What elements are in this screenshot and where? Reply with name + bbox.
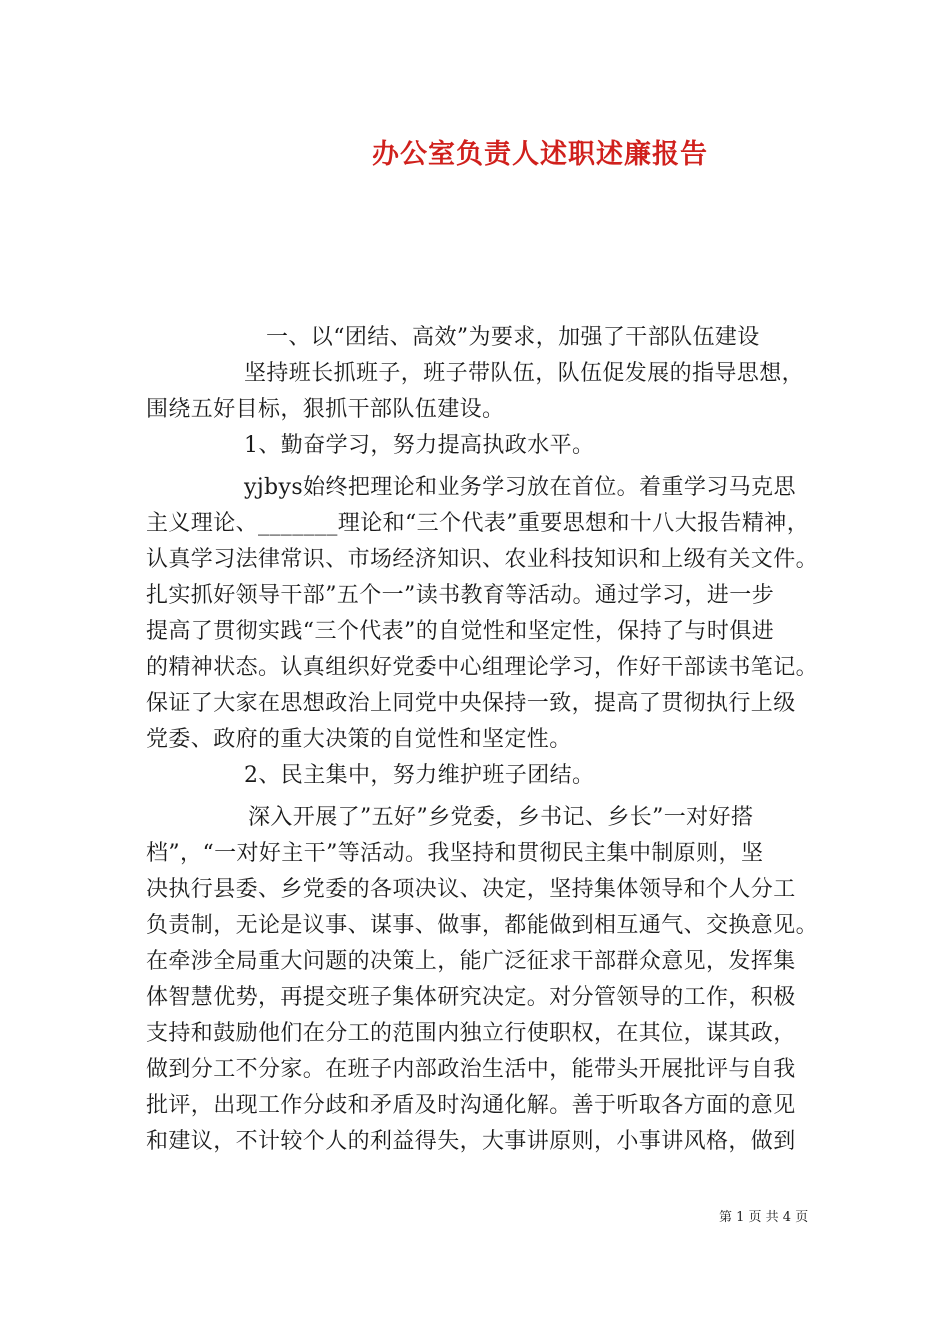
- paragraph-line: yjbys始终把理论和业务学习放在首位。着重学习马克思: [244, 475, 796, 500]
- paragraph-line: 体智慧优势，再提交班子集体研究决定。对分管领导的工作，积极: [146, 985, 796, 1010]
- paragraph-line: 保证了大家在思想政治上同党中央保持一致，提高了贯彻执行上级: [146, 691, 796, 716]
- paragraph-line: 支持和鼓励他们在分工的范围内独立行使职权，在其位，谋其政，: [146, 1021, 796, 1046]
- paragraph-line: 深入开展了”五好”乡党委，乡书记、乡长”一对好搭: [248, 805, 754, 830]
- paragraph-line: 主义理论、_______理论和“三个代表”重要思想和十八大报告精神，: [146, 511, 810, 536]
- page-footer: 第 1 页 共 4 页: [719, 1210, 809, 1225]
- paragraph-line: 在牵涉全局重大问题的决策上，能广泛征求干部群众意见，发挥集: [146, 949, 796, 974]
- paragraph-line: 批评，出现工作分歧和矛盾及时沟通化解。善于听取各方面的意见: [146, 1093, 796, 1118]
- paragraph-line: 的精神状态。认真组织好党委中心组理论学习，作好干部读书笔记。: [146, 655, 819, 680]
- document-title: 办公室负责人述职述廉报告: [372, 139, 708, 170]
- paragraph-line: 认真学习法律常识、市场经济知识、农业科技知识和上级有关文件。: [146, 547, 819, 572]
- section-heading-1: 一、以“团结、高效”为要求，加强了干部队伍建设: [266, 325, 760, 350]
- paragraph-line: 和建议，不计较个人的利益得失，大事讲原则，小事讲风格，做到: [146, 1129, 796, 1154]
- paragraph-line: 提高了贯彻实践“三个代表”的自觉性和坚定性，保持了与时俱进: [146, 619, 775, 644]
- paragraph-line: 坚持班长抓班子，班子带队伍，队伍促发展的指导思想，: [244, 361, 805, 386]
- paragraph-line: 党委、政府的重大决策的自觉性和坚定性。: [146, 727, 572, 752]
- paragraph-line: 围绕五好目标，狠抓干部队伍建设。: [146, 397, 505, 422]
- paragraph-line: 扎实抓好领导干部”五个一”读书教育等活动。通过学习，进一步: [146, 583, 775, 608]
- paragraph-line: 做到分工不分家。在班子内部政治生活中，能带头开展批评与自我: [146, 1057, 796, 1082]
- subheading-2: 2、民主集中，努力维护班子团结。: [244, 763, 595, 788]
- paragraph-line: 决执行县委、乡党委的各项决议、决定，坚持集体领导和个人分工: [146, 877, 796, 902]
- paragraph-line: 档”，“一对好主干”等活动。我坚持和贯彻民主集中制原则，坚: [146, 841, 764, 866]
- subheading-1: 1、勤奋学习，努力提高执政水平。: [244, 433, 595, 458]
- paragraph-line: 负责制，无论是议事、谋事、做事，都能做到相互通气、交换意见。: [146, 913, 819, 938]
